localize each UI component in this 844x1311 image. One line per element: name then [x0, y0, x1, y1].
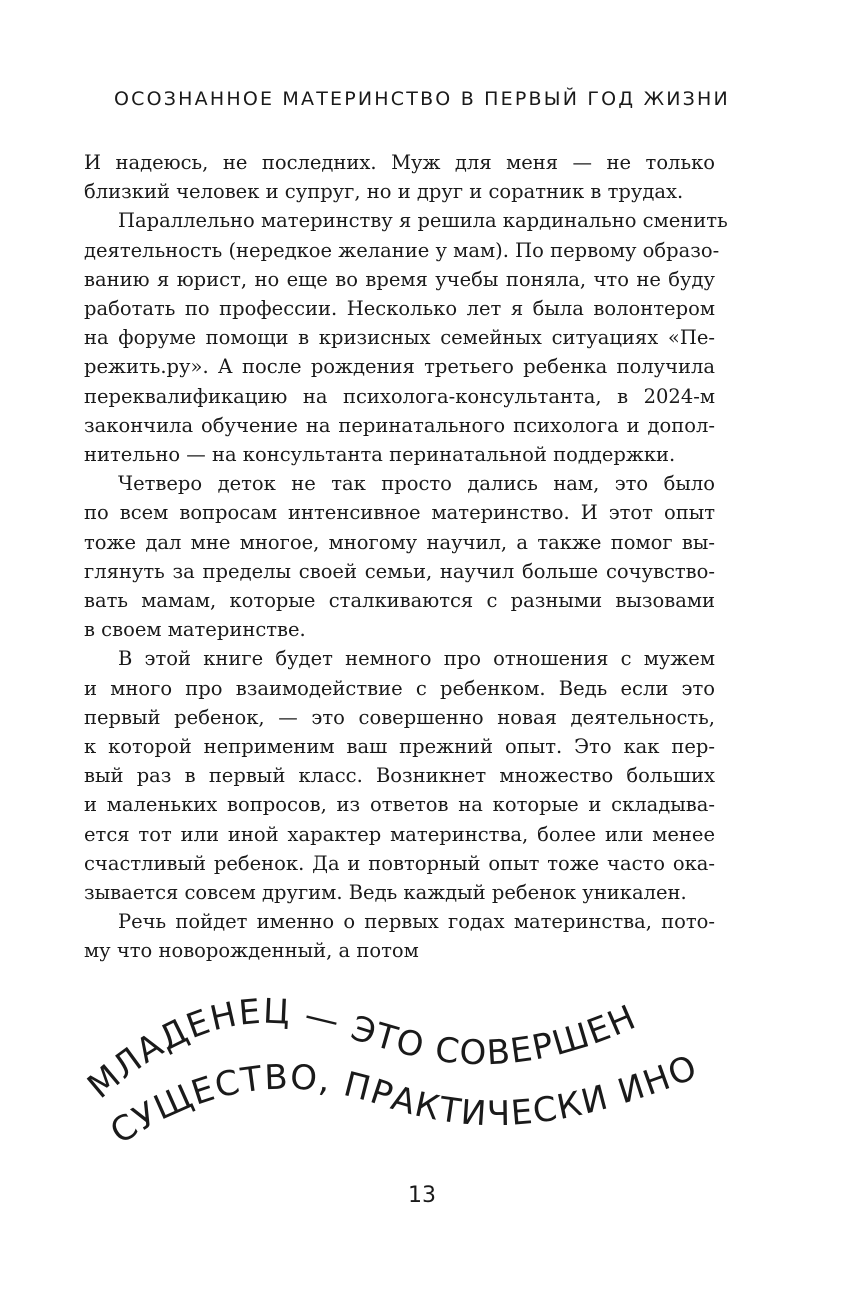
page-number: 13 [408, 1183, 436, 1208]
pull-quote-path-1: МЛАДЕНЕЦ — ЭТО СОВЕРШЕН [80, 995, 643, 1107]
text-line: Речь пойдет именно о первых годах материнства, пото- [118, 910, 715, 934]
text-line: нительно — на консультанта перинатальной поддержки. [84, 443, 676, 467]
text-line: счастливый ребенок. Да и повторный опыт тоже часто ока- [84, 851, 715, 875]
text-line: И надеюсь, не последних. Муж для меня — не только [84, 151, 715, 174]
text-line: на форуме помощи в кризисных семейных ситуациях «Пе- [84, 326, 715, 350]
text-line: в своем материнстве. [84, 618, 306, 642]
paragraph [84, 206, 728, 469]
paragraph [84, 644, 715, 907]
text-line: к которой неприменим ваш прежний опыт. Это как пер- [84, 735, 715, 759]
paragraph [84, 907, 715, 965]
text-line: по всем вопросам интенсивное материнство. И этот опыт [84, 501, 715, 525]
text-line: ется тот или иной характер материнства, более или менее [84, 822, 715, 846]
running-head: ОСОЗНАННОЕ МАТЕРИНСТВО В ПЕРВЫЙ ГОД ЖИЗНИ [114, 88, 730, 110]
wavy-pull-quote [80, 995, 720, 1165]
text-line: Параллельно материнству я решила кардинально сменить [118, 209, 728, 233]
text-line: и маленьких вопросов, из ответов на которые и складыва- [84, 793, 715, 817]
pull-quote-graphic [80, 995, 720, 1165]
text-line: закончила обучение на перинатального психолога и допол- [84, 413, 715, 437]
text-line: работать по профессии. Несколько лет я была волонтером [84, 297, 715, 321]
paragraph [84, 469, 715, 644]
text-line: и много про взаимодействие с ребенком. Ведь если это [84, 676, 715, 700]
text-line: тоже дал мне многое, многому научил, а также помог вы- [84, 530, 715, 554]
text-line: режить.ру». А после рождения третьего ребенка получила [84, 355, 715, 379]
text-line: му что новорожденный, а потом [84, 939, 419, 963]
text-line: близкий человек и супруг, но и друг и соратник в трудах. [84, 180, 684, 204]
text-line: В этой книге будет немного про отношения с мужем [118, 647, 715, 671]
text-line: Четверо деток не так просто дались нам, это было [118, 472, 715, 496]
text-line: деятельность (нередкое желание у мам). По первому образо- [84, 238, 720, 262]
text-line: вый раз в первый класс. Возникнет множество больших [84, 764, 715, 788]
pull-quote-path-2: СУЩЕСТВО, ПРАКТИЧЕСКИ ИНО [103, 1047, 704, 1153]
text-line: вать мамам, которые сталкиваются с разными вызовами [84, 589, 715, 613]
text-line: переквалификацию на психолога-консультанта, в 2024-м [84, 384, 715, 408]
paragraph [84, 148, 715, 206]
text-line: первый ребенок, — это совершенно новая деятельность, [84, 705, 715, 729]
text-line: ванию я юрист, но еще во время учебы поняла, что не буду [84, 267, 715, 291]
text-line: глянуть за пределы своей семьи, научил больше сочувство- [84, 559, 715, 583]
text-line: зывается совсем другим. Ведь каждый ребенок уникален. [84, 881, 687, 905]
body-text [84, 148, 728, 966]
